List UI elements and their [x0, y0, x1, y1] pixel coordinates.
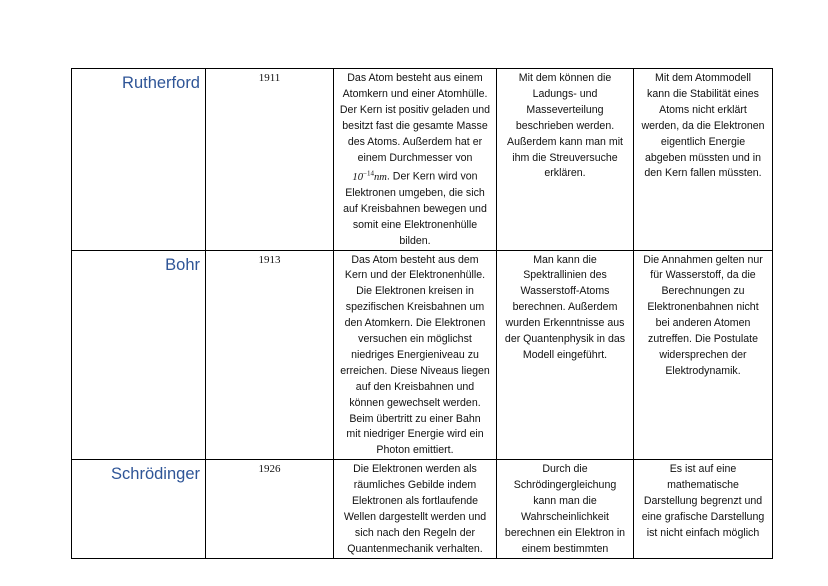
model-name: Schrödinger: [72, 460, 206, 558]
model-year: 1911: [206, 69, 334, 251]
model-description: Das Atom besteht aus dem Kern und der Elektronenhülle. Die Elektronen kreisen in spezifischen Kreisbahnen um den Atomkern. Die Elektronen versuchen ein möglichst niedriges Energieniveau zu erreichen. Diese Niveaus liegen auf den Kreisbahnen und können gewechselt werden. Beim übertritt zu einer Bahn mit niedriger Energie wird ein Photon emittiert.: [334, 250, 497, 460]
model-disadvantages: Es ist auf eine mathematische Darstellung begrenzt und eine grafische Darstellung ist nicht einfach möglich: [634, 460, 773, 558]
table-row: [72, 69, 773, 251]
model-advantages: Durch die Schrödingergleichung kann man die Wahrscheinlichkeit berechnen ein Elektron in einem bestimmten: [497, 460, 634, 558]
table-row: [72, 250, 773, 460]
atom-models-table: [71, 68, 773, 559]
table-row: [72, 460, 773, 558]
model-advantages: Mit dem können die Ladungs- und Masseverteilung beschrieben werden. Außerdem kann man mit ihm die Streuversuche erklären.: [497, 69, 634, 251]
model-description: [334, 69, 497, 251]
model-year: 1926: [206, 460, 334, 558]
description-part-b: . Der Kern wird von Elektronen umgeben, die sich auf Kreisbahnen bewegen und somit eine Elektronenhülle bilden.: [343, 170, 487, 247]
model-year: 1913: [206, 250, 334, 460]
model-name: Rutherford: [72, 69, 206, 251]
diameter-exponent: −14: [363, 169, 374, 178]
model-disadvantages: Die Annahmen gelten nur für Wasserstoff, da die Berechnungen zu Elektronenbahnen nicht bei anderen Atomen zutreffen. Die Postulate widersprechen der Elektrodynamik.: [634, 250, 773, 460]
diameter-base: 10: [352, 171, 363, 183]
model-disadvantages: Mit dem Atommodell kann die Stabilität eines Atoms nicht erklärt werden, da die Elektronen eigentlich Energie abgeben müssten und in den Kern fallen müssten.: [634, 69, 773, 251]
diameter-unit: nm: [373, 171, 387, 183]
model-advantages: Man kann die Spektrallinien des Wasserstoff-Atoms berechnen. Außerdem wurden Erkenntnisse aus der Quantenphysik in das Modell eingeführt.: [497, 250, 634, 460]
model-description: Die Elektronen werden als räumliches Gebilde indem Elektronen als fortlaufende Wellen dargestellt werden und sich nach den Regeln der Quantenmechanik verhalten.: [334, 460, 497, 558]
model-name: Bohr: [72, 250, 206, 460]
description-part-a: Das Atom besteht aus einem Atomkern und einer Atomhülle. Der Kern ist positiv geladen und besitzt fast die gesamte Masse des Atoms. Außerdem hat er einem Durchmesser von: [339, 72, 491, 164]
diameter-formula: [352, 169, 387, 183]
